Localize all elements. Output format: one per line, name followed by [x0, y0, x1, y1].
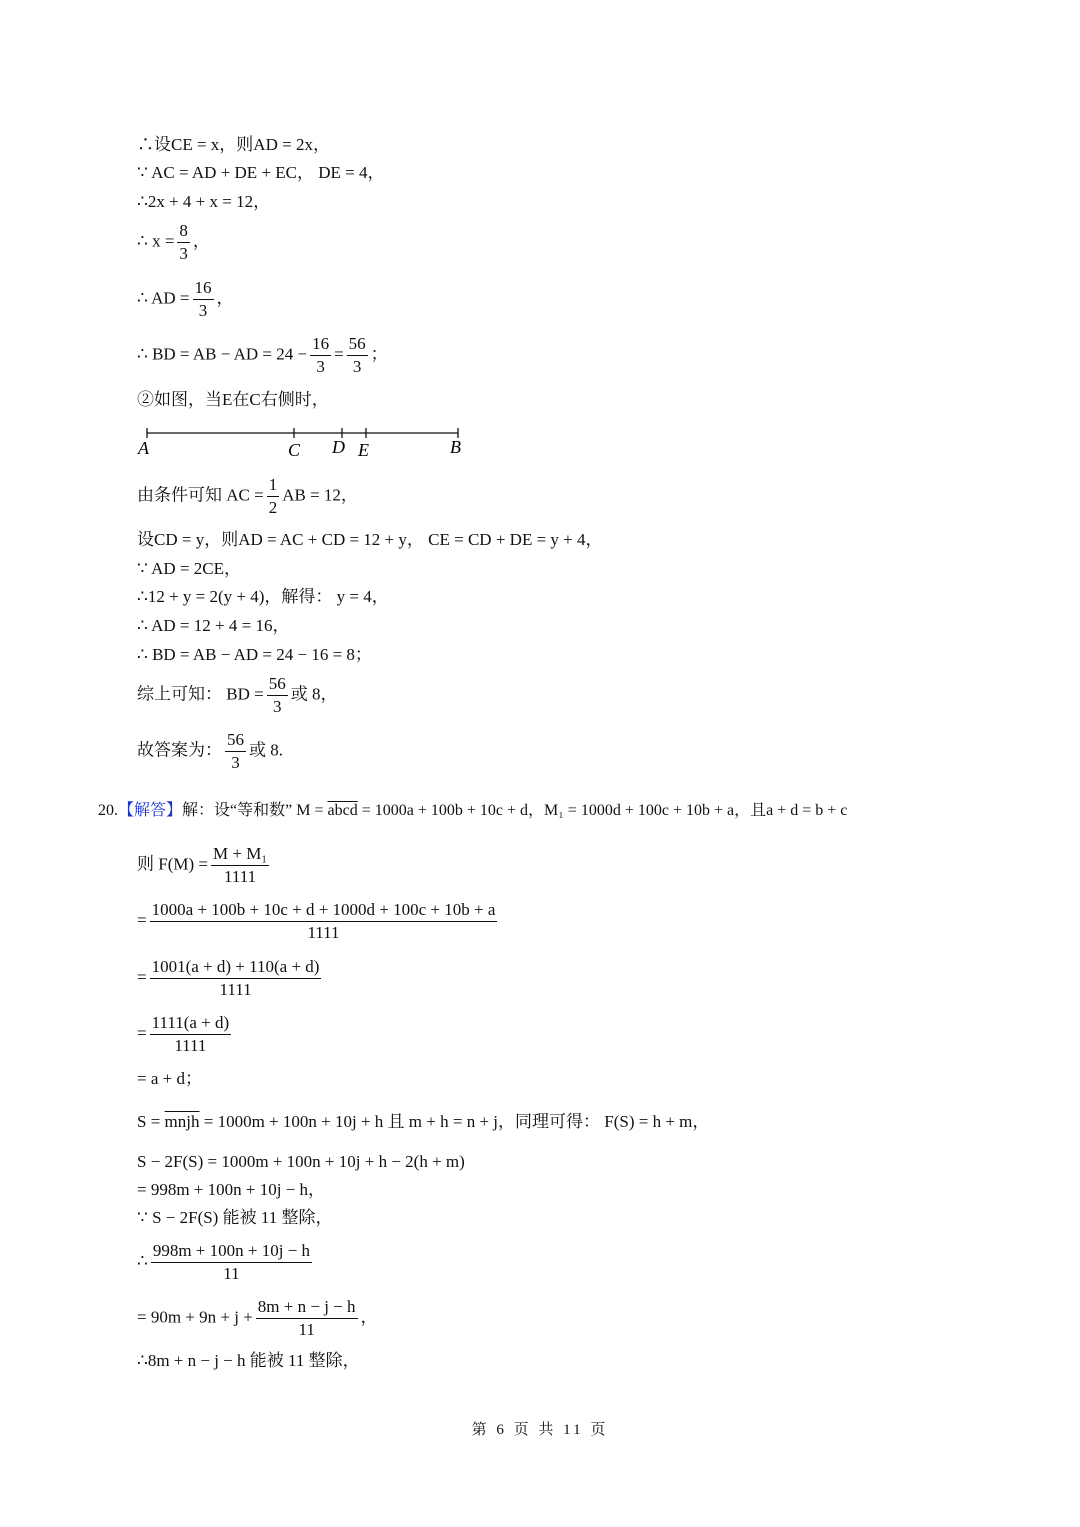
- fraction: [267, 474, 280, 519]
- label-a: A: [138, 438, 149, 458]
- fraction: [225, 729, 246, 774]
- answer-tag: 【解答】: [118, 802, 183, 819]
- step-line-fraction: [137, 474, 358, 519]
- formula-line: [137, 1240, 315, 1285]
- step-line: 设CD = y，则AD = AC + CD = 12 + y， CE = CD + DE = y + 4，: [137, 530, 603, 549]
- text: 由条件可知 AC =: [137, 485, 264, 505]
- denominator: 11: [223, 1264, 240, 1283]
- text: = 90m + 9n + j +: [137, 1307, 253, 1327]
- denominator: 1111: [224, 867, 257, 886]
- text: S =: [137, 1112, 161, 1131]
- text: ∴ x =: [137, 231, 175, 251]
- numerator: M + M₁: [211, 843, 269, 866]
- step-line: ∵ AC = AD + DE + EC， DE = 4，: [137, 163, 385, 182]
- text: ，: [192, 231, 210, 251]
- numerator: 8m + n − j − h: [256, 1296, 358, 1319]
- denominator: 1111: [174, 1036, 207, 1055]
- fraction: [150, 899, 498, 944]
- question-number: 20.: [98, 802, 118, 819]
- fraction: [347, 333, 368, 378]
- step-line: ∵ AD = 2CE，: [137, 559, 241, 578]
- step-line-fraction: [137, 673, 337, 718]
- denominator: 1111: [219, 980, 252, 999]
- text: ；: [370, 344, 388, 364]
- text: =: [137, 967, 147, 987]
- denominator: 3: [179, 244, 188, 263]
- numerator: 1001(a + d) + 110(a + d): [150, 956, 322, 979]
- formula-line: = 998m + 100n + 10j − h，: [137, 1180, 326, 1199]
- label-d: D: [332, 437, 345, 457]
- fraction: [177, 220, 190, 265]
- numerator: 1: [267, 474, 280, 497]
- text: 故答案为：: [137, 740, 222, 760]
- formula-line: [137, 843, 272, 888]
- denominator: 2: [268, 498, 278, 517]
- denominator: 3: [231, 753, 240, 772]
- denominator: 3: [272, 697, 282, 716]
- number-line-figure: [134, 423, 474, 463]
- text: 或 8，: [290, 684, 338, 704]
- numerator: 56: [225, 729, 246, 752]
- denominator: 1111: [307, 923, 340, 942]
- fraction: [193, 277, 214, 322]
- formula-line: [137, 1111, 709, 1133]
- numerator: 998m + 100n + 10j − h: [151, 1240, 312, 1263]
- step-line: ∴设CE = x，则AD = 2x，: [137, 135, 330, 154]
- text: ∴: [137, 1251, 148, 1271]
- formula-line: S − 2F(S) = 1000m + 100n + 10j + h − 2(h + m): [137, 1152, 465, 1171]
- step-line-fraction: [137, 277, 234, 322]
- text: 或 8.: [249, 740, 283, 760]
- text: 则 F(M) =: [137, 854, 208, 874]
- fraction: [151, 1240, 312, 1285]
- fraction: [150, 956, 322, 1001]
- step-line: ∴12 + y = 2(y + 4)，解得： y = 4，: [137, 587, 389, 606]
- formula-line: [137, 899, 500, 944]
- step-line: ∴ AD = 12 + 4 = 16，: [137, 616, 290, 635]
- numerator: 1000a + 100b + 10c + d + 1000d + 100c + 10b + a: [150, 899, 498, 922]
- fraction: [256, 1296, 358, 1341]
- denominator: 11: [298, 1320, 315, 1339]
- text: =: [137, 1023, 147, 1043]
- text: 综上可知： BD =: [137, 684, 264, 704]
- question-20-header: [98, 800, 847, 822]
- denominator: 3: [198, 301, 208, 320]
- numerator: 16: [310, 333, 331, 356]
- step-line-fraction: [137, 729, 283, 774]
- label-b: B: [450, 437, 461, 457]
- step-line: ②如图，当E在C右侧时，: [137, 390, 329, 409]
- numerator: 1111(a + d): [150, 1012, 232, 1035]
- step-line-fraction: [137, 220, 210, 265]
- denominator: 3: [352, 357, 362, 376]
- text: AB = 12，: [282, 485, 358, 505]
- denominator: 3: [316, 357, 325, 376]
- formula-line: = a + d；: [137, 1069, 202, 1088]
- step-line: ∴ BD = AB − AD = 24 − 16 = 8；: [137, 645, 372, 664]
- fraction: [267, 673, 288, 718]
- text: = 1000a + 100b + 10c + d，M₁ = 1000d + 100c + 10b + a，且a + d = b + c: [361, 802, 848, 819]
- formula-line: ∵ S − 2F(S) 能被 11 整除，: [137, 1208, 333, 1227]
- label-c: C: [288, 440, 301, 460]
- numerator: 8: [177, 220, 190, 243]
- formula-line: [137, 956, 324, 1001]
- text: =: [137, 910, 147, 930]
- label-e: E: [358, 440, 369, 460]
- text: =: [334, 344, 344, 364]
- fraction: [211, 843, 269, 888]
- text: ∴ AD =: [137, 288, 190, 308]
- formula-line: [137, 1012, 234, 1057]
- overlined-number: abcd: [327, 802, 358, 819]
- text: 解：设“等和数” M =: [182, 802, 324, 819]
- numerator: 56: [267, 673, 288, 696]
- text: ，: [216, 288, 234, 308]
- step-line-fraction: [137, 333, 388, 378]
- step-line: ∴2x + 4 + x = 12，: [137, 192, 271, 211]
- page-footer: 第 6 页 共 11 页: [471, 1422, 609, 1438]
- overlined-number: mnjh: [164, 1112, 200, 1131]
- formula-line: [137, 1296, 378, 1341]
- numerator: 56: [347, 333, 368, 356]
- numerator: 16: [193, 277, 214, 300]
- fraction: [150, 1012, 232, 1057]
- fraction: [310, 333, 331, 378]
- text: ，: [360, 1307, 378, 1327]
- text: ∴ BD = AB − AD = 24 −: [137, 344, 308, 364]
- formula-line: ∴8m + n − j − h 能被 11 整除，: [137, 1351, 360, 1370]
- text: = 1000m + 100n + 10j + h 且 m + h = n + j，同理可得： F(S) = h + m，: [203, 1112, 710, 1131]
